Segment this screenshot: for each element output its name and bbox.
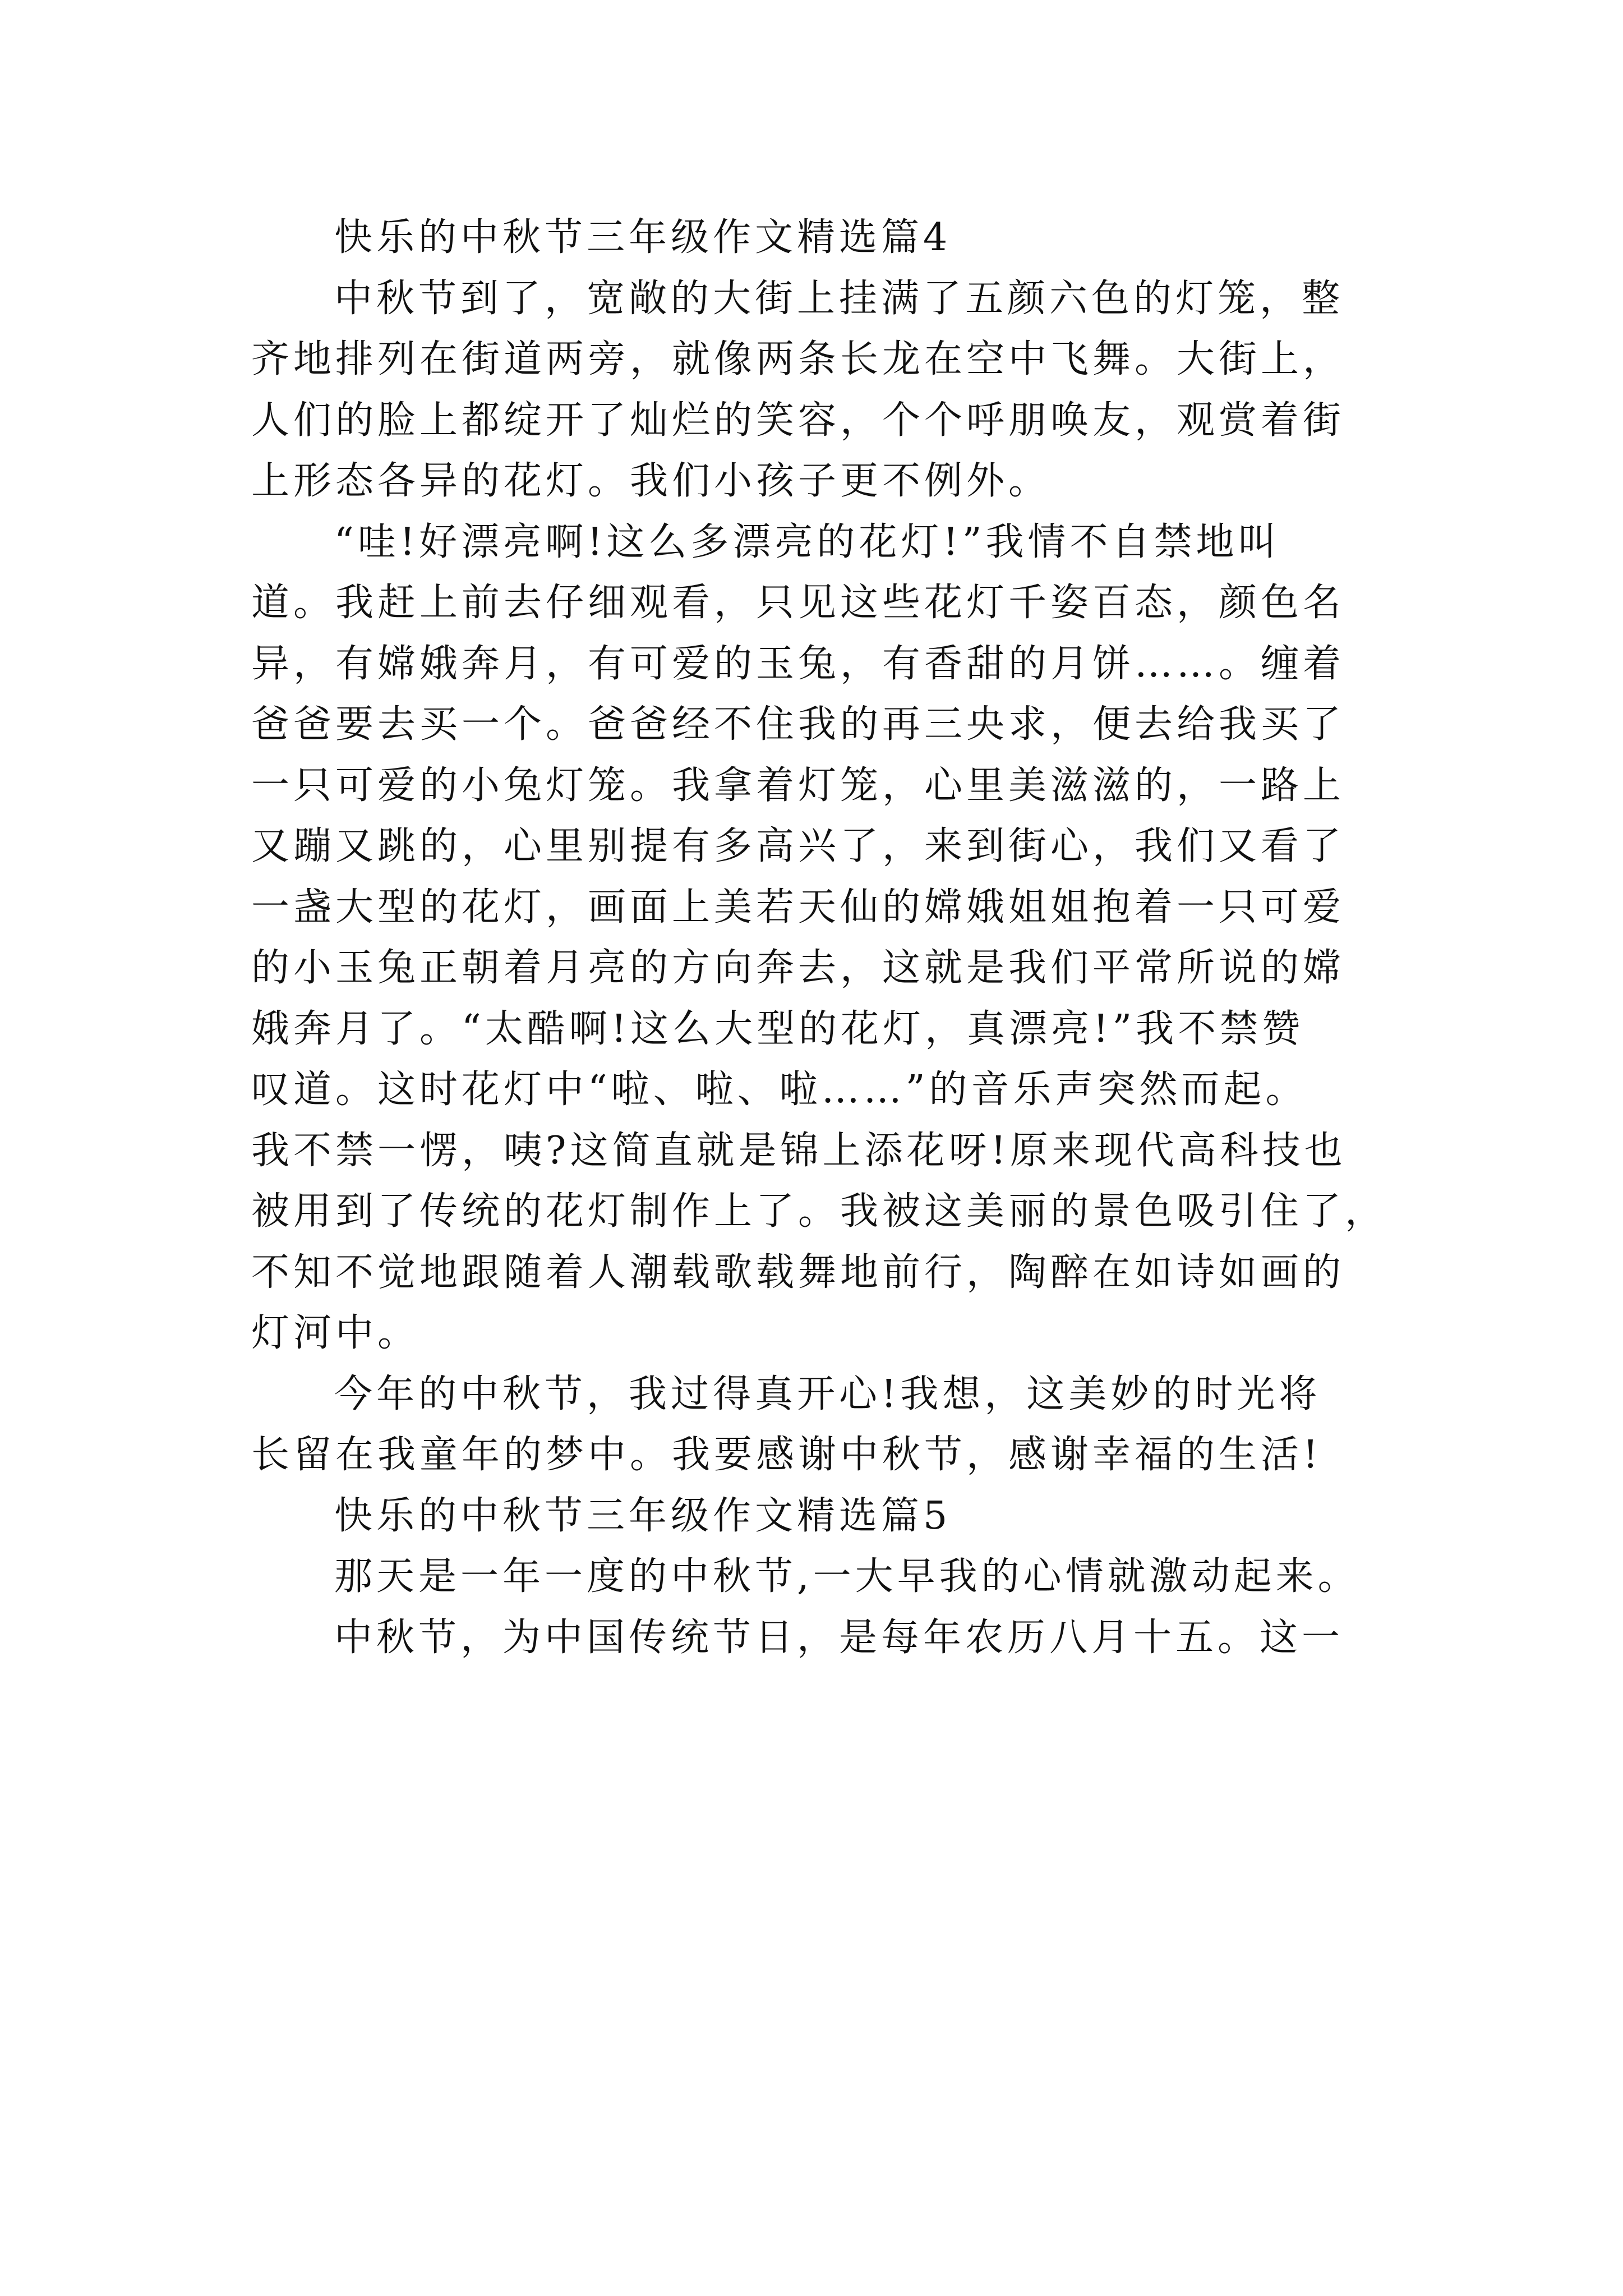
paragraph-line: 爸爸要去买一个。爸爸经不住我的再三央求，便去给我买了 (251, 702, 1345, 747)
paragraph-line: 那天是一年一度的中秋节,一大早我的心情就激动起来。 (334, 1554, 1360, 1599)
paragraph-line: 上形态各异的花灯。我们小孩子更不例外。 (251, 459, 1051, 503)
paragraph-line: 一盏大型的花灯，画面上美若天仙的嫦娥姐姐抱着一只可爱 (251, 885, 1345, 930)
paragraph-line: 娥奔月了。“太酷啊!这么大型的花灯，真漂亮!”我不禁赞 (251, 1006, 1304, 1051)
paragraph-line: 我不禁一愣，咦?这简直就是锦上添花呀!原来现代高科技也 (251, 1128, 1347, 1173)
paragraph-line: 不知不觉地跟随着人潮载歌载舞地前行，陶醉在如诗如画的 (251, 1250, 1345, 1295)
paragraph-line: 人们的脸上都绽开了灿烂的笑容，个个呼朋唤友，观赏着街 (251, 398, 1345, 443)
document-body (251, 208, 1390, 1668)
paragraph-line: 又蹦又跳的，心里别提有多高兴了，来到街心，我们又看了 (251, 824, 1345, 868)
paragraph-line: 长留在我童年的梦中。我要感谢中秋节，感谢幸福的生活! (251, 1433, 1322, 1477)
section-heading-5: 快乐的中秋节三年级作文精选篇5 (334, 1493, 952, 1538)
paragraph-line: 中秋节，为中国传统节日，是每年农历八月十五。这一 (334, 1615, 1344, 1660)
paragraph-line: 叹道。这时花灯中“啦、啦、啦……”的音乐声突然而起。 (251, 1068, 1308, 1112)
paragraph-line: 今年的中秋节，我过得真开心!我想，这美妙的时光将 (334, 1372, 1321, 1416)
paragraph-line: “哇!好漂亮啊!这么多漂亮的花灯!”我情不自禁地叫 (334, 519, 1280, 564)
paragraph-line: 齐地排列在街道两旁，就像两条长龙在空中飞舞。大街上， (251, 337, 1345, 381)
section-heading-4: 快乐的中秋节三年级作文精选篇4 (334, 215, 952, 260)
paragraph-line: 一只可爱的小兔灯笼。我拿着灯笼，心里美滋滋的，一路上 (251, 763, 1345, 808)
paragraph-line: 的小玉兔正朝着月亮的方向奔去，这就是我们平常所说的嫦 (251, 946, 1345, 990)
paragraph-line: 中秋节到了，宽敞的大街上挂满了五颜六色的灯笼，整 (334, 276, 1344, 321)
paragraph-line: 被用到了传统的花灯制作上了。我被这美丽的景色吸引住了， (251, 1189, 1387, 1234)
paragraph-line: 灯河中。 (251, 1311, 420, 1355)
paragraph-line: 道。我赶上前去仔细观看，只见这些花灯千姿百态，颜色名 (251, 581, 1345, 625)
paragraph-line: 异，有嫦娥奔月，有可爱的玉兔，有香甜的月饼……。缠着 (251, 641, 1345, 686)
